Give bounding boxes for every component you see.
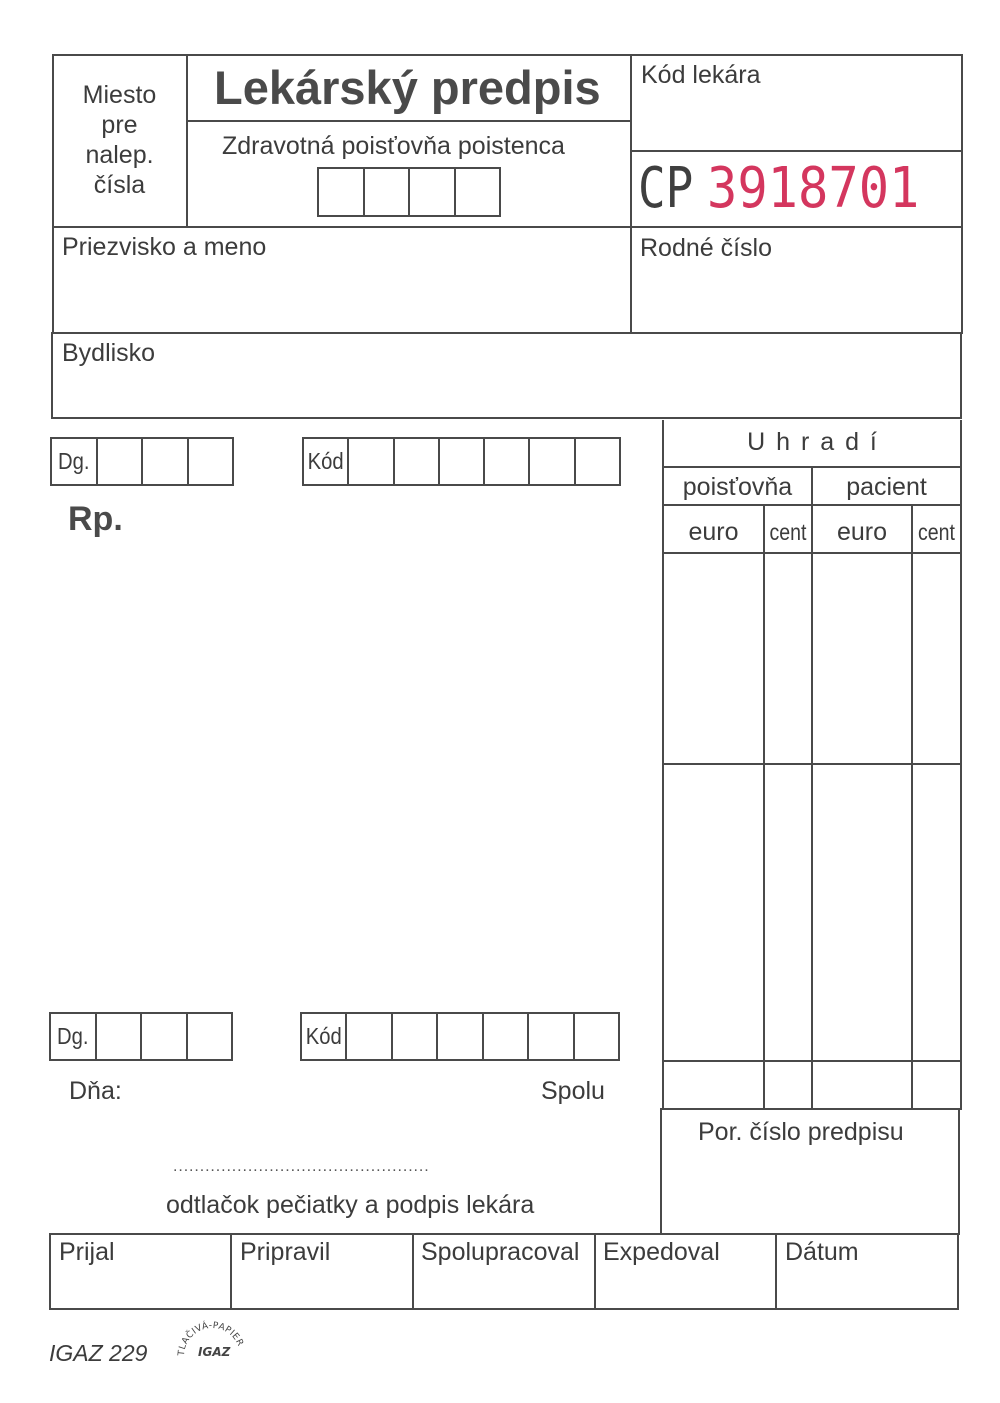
diagnosis-cell[interactable] <box>141 439 187 484</box>
code-cell[interactable] <box>574 439 619 484</box>
code-cell[interactable] <box>483 439 528 484</box>
payment-cell-patient-euro-2[interactable] <box>813 765 911 1060</box>
sticker-label-line: nalep. <box>85 141 154 169</box>
form-code: IGAZ 229 <box>49 1340 148 1366</box>
rp-label: Rp. <box>68 500 123 538</box>
cooperated-label: Spolupracoval <box>421 1238 580 1266</box>
sticker-label-line: čísla <box>93 171 146 199</box>
code-cell[interactable] <box>391 1014 436 1059</box>
divider <box>186 120 631 122</box>
insurer-code-field[interactable] <box>317 167 501 217</box>
diagnosis-field-2[interactable] <box>49 1012 233 1061</box>
total-patient-euro[interactable] <box>813 1062 911 1108</box>
payment-cell-patient-cent-1[interactable] <box>913 554 960 763</box>
code-cell[interactable] <box>527 1014 572 1059</box>
serial-prefix: CP <box>638 156 694 221</box>
insurer-euro-header: euro <box>688 518 739 546</box>
name-field[interactable] <box>54 264 629 332</box>
serial-number: 3918701 <box>707 156 920 221</box>
code-label: Kód <box>305 1023 342 1049</box>
insurer-cent-header: cent <box>769 519 807 545</box>
date-column-field[interactable] <box>777 1268 957 1308</box>
patient-euro-header: euro <box>836 518 888 546</box>
code-cell[interactable] <box>345 1014 390 1059</box>
patient-cent-header: cent <box>918 519 955 545</box>
diagnosis-cell[interactable] <box>95 1014 141 1059</box>
name-label: Priezvisko a meno <box>62 233 267 261</box>
signature-dots: ................................................ <box>173 1158 430 1175</box>
code-field-2[interactable] <box>300 1012 620 1061</box>
sticker-label-line: Miesto <box>82 81 157 109</box>
code-cell[interactable] <box>393 439 438 484</box>
serial-order-label: Por. číslo predpisu <box>698 1118 904 1146</box>
doctor-code-label: Kód lekára <box>641 61 761 89</box>
igaz-logo-icon <box>176 1318 248 1366</box>
total-insurer-euro[interactable] <box>664 1062 763 1108</box>
diagnosis-cell[interactable] <box>187 439 233 484</box>
diagnosis-cell[interactable] <box>140 1014 186 1059</box>
diagnosis-cell[interactable] <box>186 1014 232 1059</box>
address-label: Bydlisko <box>62 339 156 367</box>
date-field[interactable] <box>130 1075 430 1107</box>
signature-label: odtlačok pečiatky a podpis lekára <box>166 1191 535 1219</box>
dispatched-field[interactable] <box>596 1268 775 1308</box>
insurer-label: Zdravotná poisťovňa poistenca <box>222 132 565 160</box>
code-field[interactable] <box>302 437 621 486</box>
received-field[interactable] <box>51 1268 230 1308</box>
dispatched-label: Expedoval <box>603 1238 720 1266</box>
payment-group-insurer: poisťovňa <box>682 473 793 501</box>
address-field[interactable] <box>54 370 959 416</box>
igaz-logo <box>176 1318 248 1366</box>
prepared-field[interactable] <box>232 1268 412 1308</box>
prepared-label: Pripravil <box>240 1238 331 1266</box>
payment-cell-patient-euro-1[interactable] <box>813 554 911 763</box>
payment-group-patient: pacient <box>846 473 927 501</box>
insurer-code-cell[interactable] <box>319 169 363 215</box>
birth-number-label: Rodné číslo <box>640 234 773 262</box>
diagnosis-label: Dg. <box>57 448 90 474</box>
code-label: Kód <box>307 448 344 474</box>
total-label: Spolu <box>541 1077 605 1105</box>
code-cell[interactable] <box>528 439 573 484</box>
date-label: Dňa: <box>69 1077 122 1105</box>
diagnosis-label: Dg. <box>56 1023 89 1049</box>
code-cell[interactable] <box>573 1014 618 1059</box>
svg-text:IGAZ: IGAZ <box>198 1345 231 1359</box>
birth-number-field[interactable] <box>633 264 961 332</box>
diagnosis-field[interactable] <box>50 437 234 486</box>
payment-cell-insurer-euro-2[interactable] <box>664 765 763 1060</box>
serial-order-field[interactable] <box>662 1150 958 1232</box>
total-insurer-cent[interactable] <box>765 1062 811 1108</box>
doctor-code-field[interactable] <box>632 62 962 150</box>
code-cell[interactable] <box>482 1014 527 1059</box>
prescription-area[interactable] <box>60 545 650 1000</box>
form-title: Lekárský predpis <box>214 61 601 114</box>
payment-cell-patient-cent-2[interactable] <box>913 765 960 1060</box>
payment-cell-insurer-cent-1[interactable] <box>765 554 811 763</box>
insurer-code-cell[interactable] <box>408 169 454 215</box>
payment-header: U h r a d í <box>747 428 877 456</box>
divider <box>630 150 963 152</box>
payment-cell-insurer-cent-2[interactable] <box>765 765 811 1060</box>
payment-cell-insurer-euro-1[interactable] <box>664 554 763 763</box>
diagnosis-cell[interactable] <box>96 439 142 484</box>
code-cell[interactable] <box>438 439 483 484</box>
insurer-code-cell[interactable] <box>454 169 500 215</box>
sticker-label-line: pre <box>101 111 138 139</box>
total-patient-cent[interactable] <box>913 1062 960 1108</box>
code-cell[interactable] <box>347 439 392 484</box>
insurer-code-cell[interactable] <box>363 169 409 215</box>
svg-text:TLAČIVÁ-PAPIER: TLAČIVÁ-PAPIER <box>176 1320 245 1357</box>
cooperated-field[interactable] <box>414 1268 594 1308</box>
date-column-label: Dátum <box>785 1238 859 1266</box>
received-label: Prijal <box>59 1238 115 1266</box>
code-cell[interactable] <box>436 1014 481 1059</box>
sticker-area <box>52 80 187 200</box>
